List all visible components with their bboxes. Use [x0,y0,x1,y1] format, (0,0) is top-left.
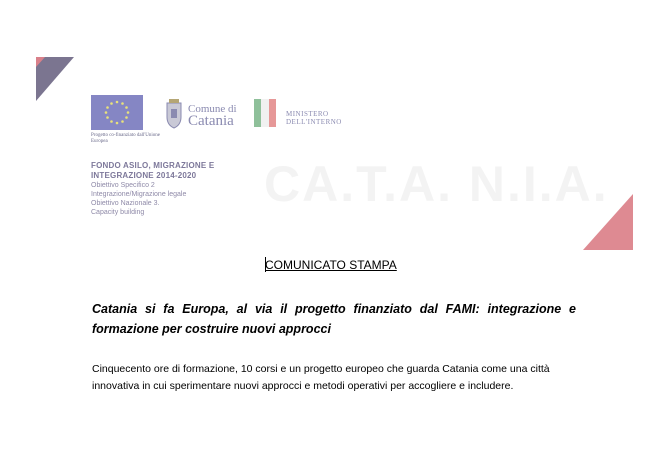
document-heading[interactable]: COMUNICATO STAMPA [265,258,397,272]
comune-line1: Comune di [188,103,237,115]
document-body[interactable]: Cinquecento ore di formazione, 10 corsi e un progetto europeo che guarda Catania come una città innovativa in cui sperimentare nuovi approcci e metodi operativi per accogliere e includere. [92,363,550,392]
eu-flag-logo [91,95,143,130]
fund-line1: Obiettivo Specifico 2 [91,182,155,189]
ministero-line1: MINISTERO [286,110,329,118]
eu-caption: Progetto co-finanziato dall'Unione Europea [91,133,160,144]
ministero-emblem-icon [254,99,276,127]
comune-line2: Catania [188,113,234,129]
comune-logo-text [188,103,237,127]
fund-line4: Capacity building [91,209,145,216]
fund-title-line1: FONDO ASILO, MIGRAZIONE E [91,161,215,170]
comune-crest-icon [164,99,184,129]
ministero-line2: DELL'INTERNO [286,118,342,126]
watermark-text: CA.T.A. N.I.A. [264,156,609,212]
document-subtitle[interactable]: Catania si fa Europa, al via il progetto finanziato dal FAMI: integrazione e formazione per costruire nuovi approcci [92,302,576,336]
fund-line2: Integrazione/Migrazione legale [91,191,187,198]
fund-info [91,161,271,217]
fund-title-line2: INTEGRAZIONE 2014-2020 [91,171,197,180]
ministero-logo-text [286,110,342,126]
fund-line3: Obiettivo Nazionale 3. [91,200,160,207]
corner-triangle-accent [36,57,45,67]
